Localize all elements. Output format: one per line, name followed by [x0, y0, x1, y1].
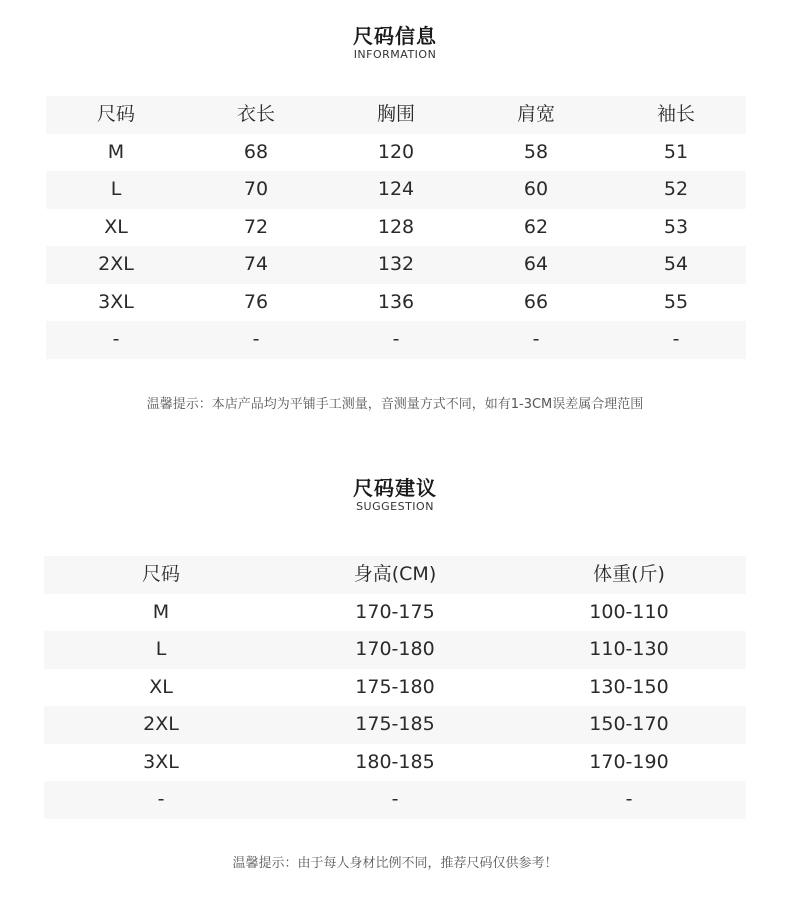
table-cell: 130-150 [589, 675, 669, 698]
table-cell: 53 [663, 215, 689, 238]
header-cell: 尺码 [44, 556, 278, 594]
table-cell: 58 [523, 140, 549, 163]
table-cell: 51 [663, 140, 689, 163]
table-cell: L [46, 171, 186, 209]
table-cell: 136 [377, 290, 415, 313]
table-cell: 2XL [46, 246, 186, 284]
table-cell: M [107, 140, 125, 163]
table-cell: 128 [377, 215, 415, 238]
size-info-table [46, 96, 746, 359]
table-cell: 66 [523, 290, 549, 313]
size-suggestion-tip: 温馨提示：由于每人身材比例不同，推荐尺码仅供参考！ [232, 856, 558, 871]
table-cell: - [46, 321, 186, 359]
table-cell: 150-170 [512, 706, 746, 744]
header-cell: 衣长 [186, 96, 326, 134]
table-cell: 170-175 [355, 600, 435, 623]
table-cell: 175-185 [278, 706, 512, 744]
table-cell: 170-190 [589, 750, 669, 773]
size-suggestion-subtitle: SUGGESTION [356, 500, 434, 513]
header-cell: 胸围 [326, 96, 466, 134]
table-cell: 3XL [143, 750, 179, 773]
table-cell: 132 [326, 246, 466, 284]
header-cell: 身高(CM) [278, 556, 512, 594]
table-cell: 62 [523, 215, 549, 238]
table-cell: - [466, 321, 606, 359]
table-cell: 52 [606, 171, 746, 209]
header-cell: 尺码 [46, 96, 186, 134]
header-cell: 体重(斤) [512, 556, 746, 594]
table-cell: 54 [606, 246, 746, 284]
table-cell: L [44, 631, 278, 669]
table-cell: 124 [326, 171, 466, 209]
table-cell: - [512, 781, 746, 819]
table-cell: 180-185 [355, 750, 435, 773]
table-cell: 60 [466, 171, 606, 209]
table-cell: - [278, 781, 512, 819]
table-cell: - [606, 321, 746, 359]
table-cell: - [44, 781, 278, 819]
table-cell: 110-130 [512, 631, 746, 669]
header-cell: 袖长 [606, 96, 746, 134]
table-cell: 55 [663, 290, 689, 313]
size-info-subtitle: INFORMATION [353, 48, 437, 61]
table-cell: 64 [466, 246, 606, 284]
table-cell: M [152, 600, 170, 623]
size-suggestion-title: 尺码建议 [353, 476, 437, 500]
table-cell: XL [149, 675, 173, 698]
table-cell: XL [104, 215, 128, 238]
header-cell: 肩宽 [466, 96, 606, 134]
table-cell: 170-180 [278, 631, 512, 669]
table-cell: - [326, 321, 466, 359]
table-cell: 74 [186, 246, 326, 284]
table-cell: 68 [243, 140, 269, 163]
table-cell: 76 [243, 290, 269, 313]
table-cell: 2XL [44, 706, 278, 744]
table-cell: 3XL [98, 290, 134, 313]
size-info-title: 尺码信息 [353, 24, 437, 48]
table-cell: 72 [243, 215, 269, 238]
size-suggestion-table [44, 556, 746, 819]
table-cell: - [186, 321, 326, 359]
table-cell: 100-110 [589, 600, 669, 623]
size-info-tip: 温馨提示：本店产品均为平铺手工测量，音测量方式不同，如有1-3CM误差属合理范围 [146, 397, 644, 412]
table-cell: 120 [377, 140, 415, 163]
table-cell: 70 [186, 171, 326, 209]
table-cell: 175-180 [355, 675, 435, 698]
